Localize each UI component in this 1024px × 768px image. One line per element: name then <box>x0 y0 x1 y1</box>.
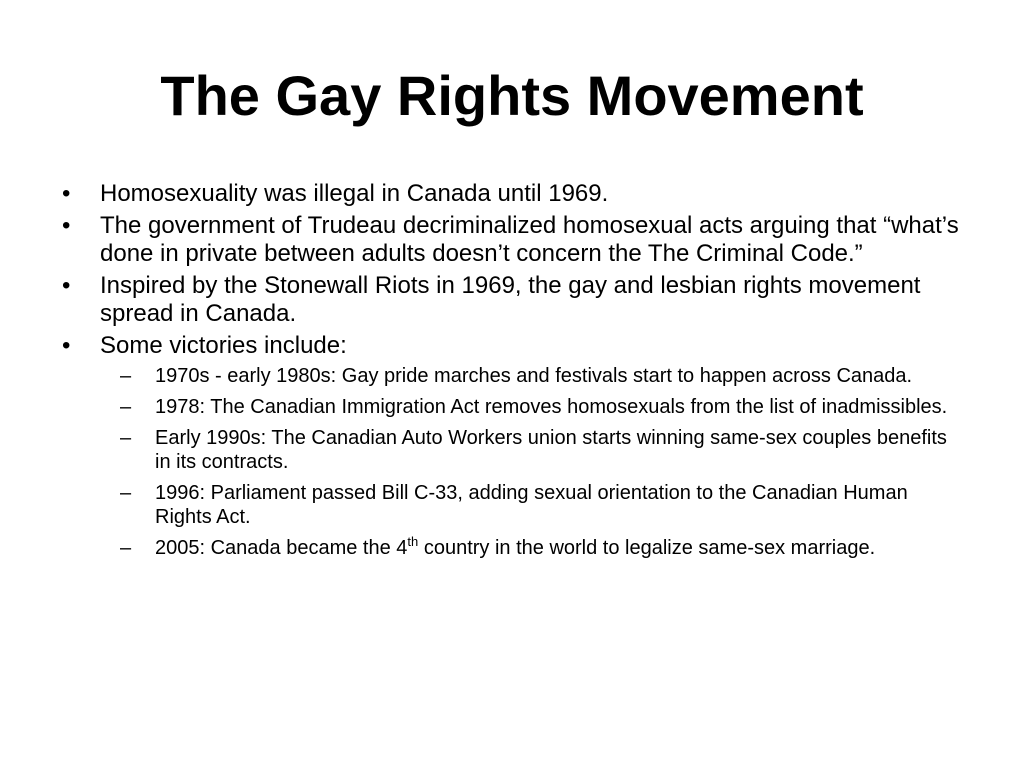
sub-bullet-text <box>155 534 876 559</box>
bullet-item <box>62 212 962 268</box>
sub-bullet-item <box>110 536 962 560</box>
dash-marker: – <box>120 396 132 418</box>
dash-marker: – <box>120 537 132 559</box>
ordinal-superscript: th <box>407 534 419 549</box>
sub-bullet-item <box>110 481 962 529</box>
sub-bullet-text-before: 2005: Canada became the 4 <box>155 537 408 559</box>
dash-marker: – <box>120 427 132 449</box>
sub-bullet-text-after: country in the world to legalize same-sex marriage. <box>418 537 876 559</box>
sub-bullet-item <box>110 364 962 388</box>
bullet-item <box>62 332 962 560</box>
bullet-marker: • <box>62 180 71 207</box>
bullet-text: Homosexuality was illegal in Canada until 1969. <box>100 180 609 207</box>
dash-marker: – <box>120 365 132 387</box>
bullet-item <box>62 180 962 208</box>
sub-bullet-item <box>110 426 962 474</box>
dash-marker: – <box>120 482 132 504</box>
bullet-marker: • <box>62 332 71 359</box>
sub-bullet-item <box>110 395 962 419</box>
sub-bullet-text: Early 1990s: The Canadian Auto Workers union starts winning same-sex couples benefits in its contracts. <box>155 427 947 473</box>
sub-bullet-text: 1996: Parliament passed Bill C-33, adding sexual orientation to the Canadian Human Rights Act. <box>155 482 908 528</box>
bullet-marker: • <box>62 272 71 299</box>
sub-bullet-text: 1978: The Canadian Immigration Act removes homosexuals from the list of inadmissibles. <box>155 396 948 418</box>
bullet-text: Some victories include: <box>100 332 347 359</box>
bullet-text: The government of Trudeau decriminalized homosexual acts arguing that “what’s done in private between adults doesn’t concern the The Criminal Code.” <box>100 212 959 267</box>
bullet-text: Inspired by the Stonewall Riots in 1969, the gay and lesbian rights movement spread in Canada. <box>100 272 921 327</box>
bullet-item <box>62 272 962 328</box>
bullet-list <box>62 180 962 567</box>
bullet-marker: • <box>62 212 71 239</box>
sub-bullet-text: 1970s - early 1980s: Gay pride marches and festivals start to happen across Canada. <box>155 365 913 387</box>
sub-bullet-list <box>100 364 962 560</box>
slide-title: The Gay Rights Movement <box>160 64 864 127</box>
